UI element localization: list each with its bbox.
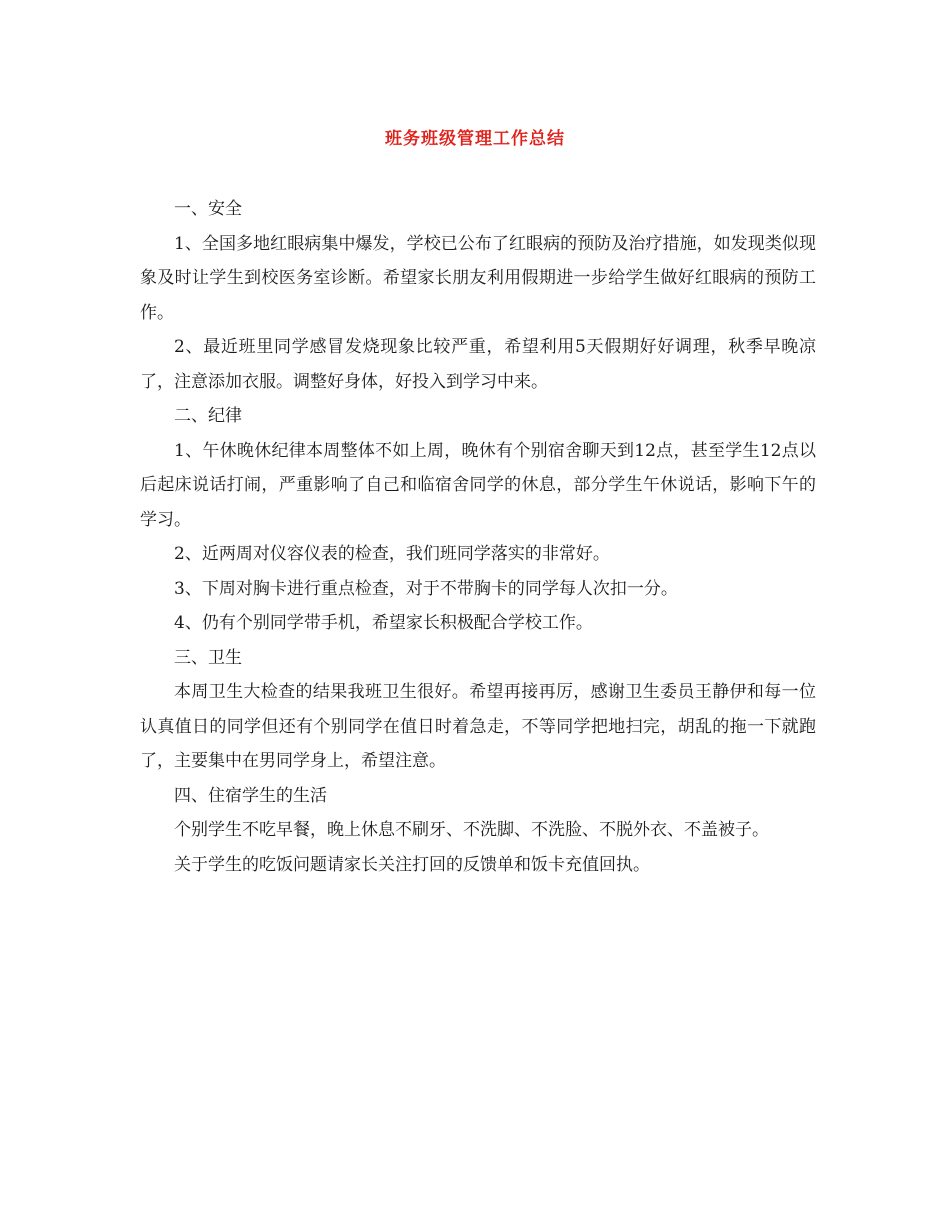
section-heading-discipline: 二、纪律 xyxy=(174,406,242,426)
section-heading-safety: 一、安全 xyxy=(174,199,242,219)
paragraph-mobile-phone: 4、仍有个别同学带手机，希望家长积极配合学校工作。 xyxy=(174,613,593,633)
paragraph-rest-discipline: 1、午休晚休纪律本周整体不如上周，晚休有个别宿舍聊天到12点，甚至学生12点以后起床说话打闹，严重影响了自己和临宿舍同学的休息，部分学生午休说话，影响下午的学习。 xyxy=(140,440,816,530)
paragraph-boarding-habits: 个别学生不吃早餐，晚上休息不刷牙、不洗脚、不洗脸、不脱外衣、不盖被子。 xyxy=(174,820,769,840)
paragraph-appearance: 2、近两周对仪容仪表的检查，我们班同学落实的非常好。 xyxy=(174,544,610,564)
section-heading-hygiene: 三、卫生 xyxy=(174,647,242,668)
document-title: 班务班级管理工作总结 xyxy=(385,129,565,149)
paragraph-badge-check: 3、下周对胸卡进行重点检查，对于不带胸卡的同学每人次扣一分。 xyxy=(174,578,678,599)
paragraph-cold-fever: 2、最近班里同学感冒发烧现象比较严重，希望利用5天假期好好调理，秋季早晚凉了，注意添加衣服。调整好身体，好投入到学习中来。 xyxy=(140,337,816,392)
paragraph-hygiene: 本周卫生大检查的结果我班卫生很好。希望再接再厉，感谢卫生委员王静伊和每一位认真值日的同学但还有个别同学在值日时着急走，不等同学把地扫完，胡乱的拖一下就跑了，主要集中在男同学身上，希望注意。 xyxy=(140,682,816,771)
section-heading-boarding: 四、住宿学生的生活 xyxy=(174,785,327,806)
paragraph-pinkeye: 1、全国多地红眼病集中爆发，学校已公布了红眼病的预防及治疗措施，如发现类似现象及时让学生到校医务室诊断。希望家长朋友利用假期进一步给学生做好红眼病的预防工作。 xyxy=(140,233,816,323)
document-body xyxy=(140,192,816,882)
paragraph-meals: 关于学生的吃饭问题请家长关注打回的反馈单和饭卡充值回执。 xyxy=(174,854,650,875)
